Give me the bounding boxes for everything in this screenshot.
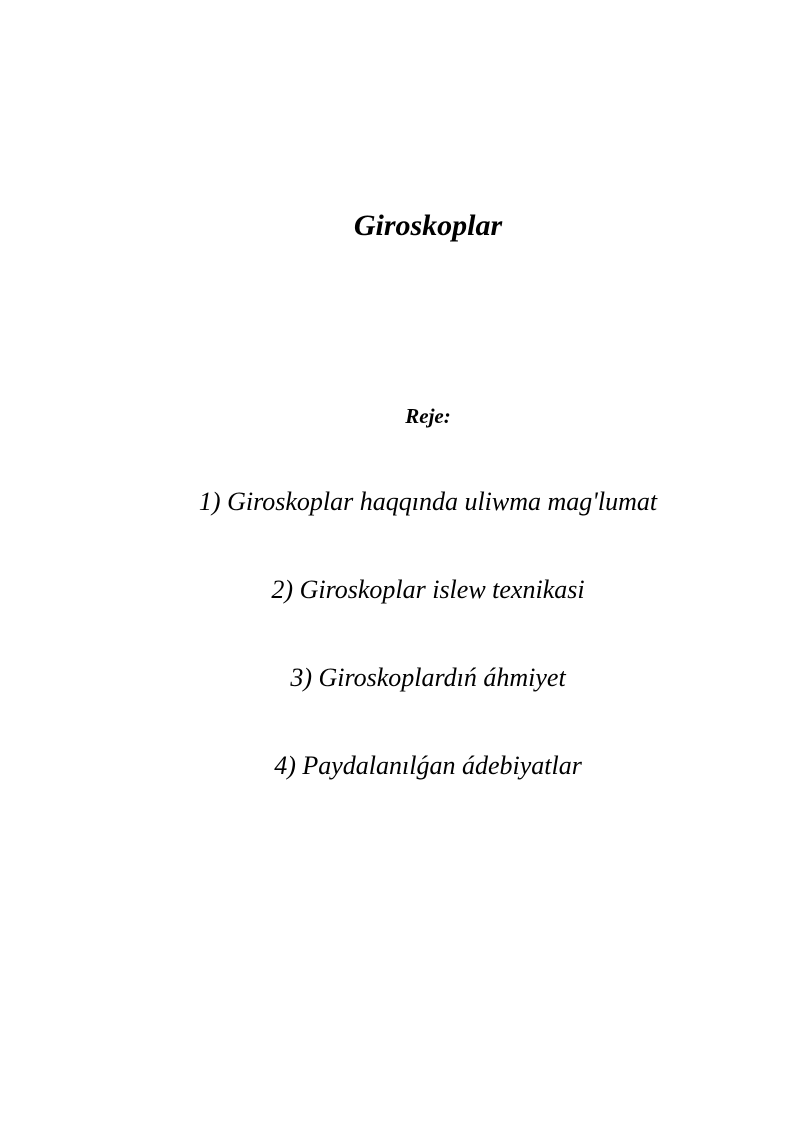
plan-item: 4) Paydalanılǵan ádebiyatlar: [274, 751, 582, 780]
plan-heading: Reje:: [405, 404, 451, 428]
plan-item: 2) Giroskoplar islew texnikasi: [271, 575, 585, 604]
plan-item: 3) Giroskoplardıń áhmiyet: [290, 663, 566, 692]
plan-item: 1) Giroskoplar haqqında uliwma mag'lumat: [198, 487, 658, 516]
document-title: Giroskoplar: [353, 209, 503, 242]
